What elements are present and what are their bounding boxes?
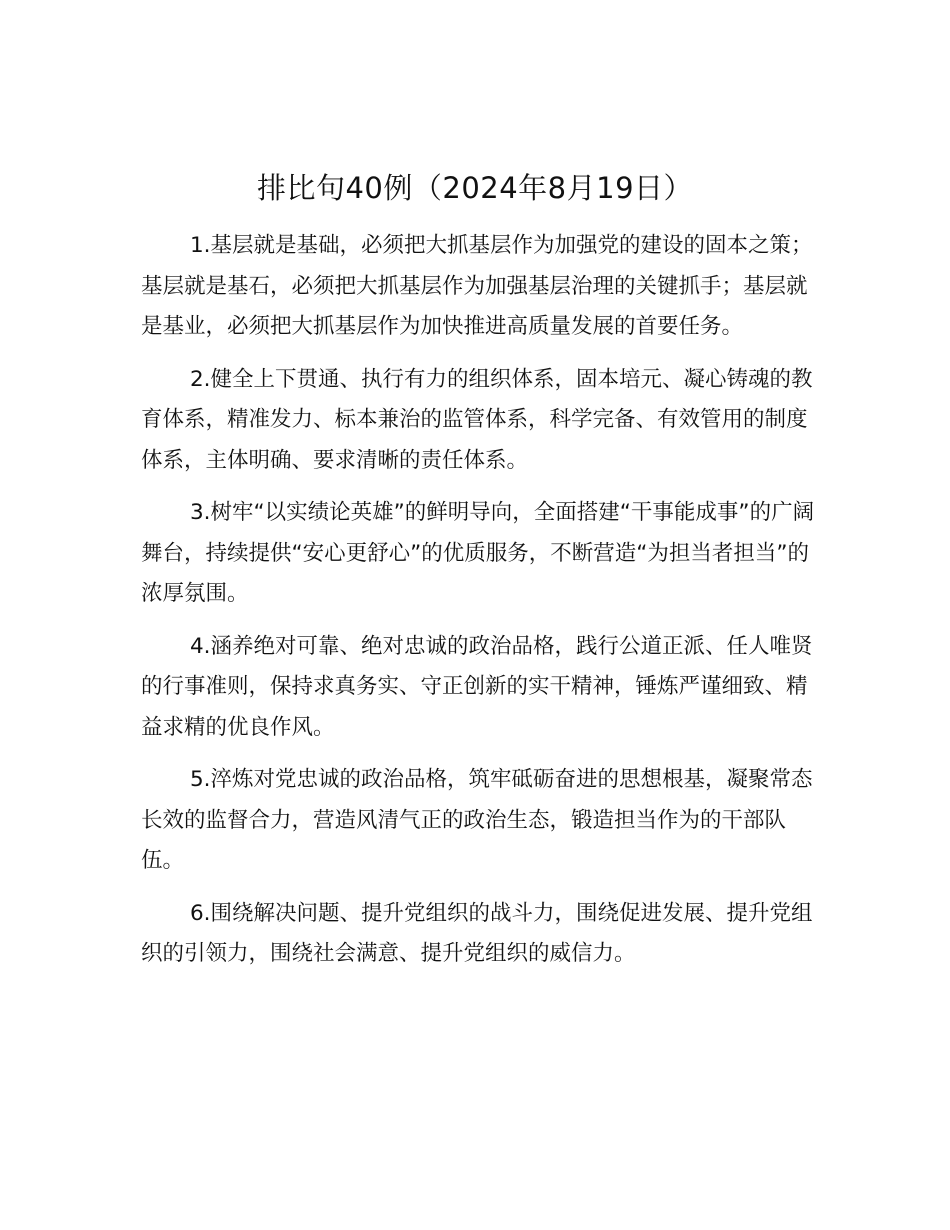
paragraph-5: 5.淬炼对党忠诚的政治品格，筑牢砥砺奋进的思想根基，凝聚常态长效的监督合力，营造风清气正的政治生态，锻造担当作为的干部队伍。 xyxy=(141,767,813,873)
document-body xyxy=(141,226,821,987)
paragraph-2: 2.健全上下贯通、执行有力的组织体系，固本培元、凝心铸魂的教育体系，精准发力、标本兼治的监管体系，科学完备、有效管用的制度体系，主体明确、要求清晰的责任体系。 xyxy=(141,366,813,473)
paragraph-6: 6.围绕解决问题、提升党组织的战斗力，围绕促进发展、提升党组织的引领力，围绕社会满意、提升党组织的威信力。 xyxy=(141,900,813,966)
paragraph-3: 3.树牢“以实绩论英雄”的鲜明导向，全面搭建“干事能成事”的广阔舞台，持续提供“安心更舒心”的优质服务，不断营造“为担当者担当”的浓厚氛围。 xyxy=(141,500,815,606)
paragraph-1: 1.基层就是基础，必须把大抓基层作为加强党的建设的固本之策；基层就是基石，必须把大抓基层作为加强基层治理的关键抓手；基层就是基业，必须把大抓基层作为加快推进高质量发展的首要任务。 xyxy=(141,233,813,339)
document-title: 排比句40例（2024年8月19日） xyxy=(256,171,694,205)
paragraph-4: 4.涵养绝对可靠、绝对忠诚的政治品格，践行公道正派、任人唯贤的行事准则，保持求真务实、守正创新的实干精神，锤炼严谨细致、精益求精的优良作风。 xyxy=(141,633,813,740)
